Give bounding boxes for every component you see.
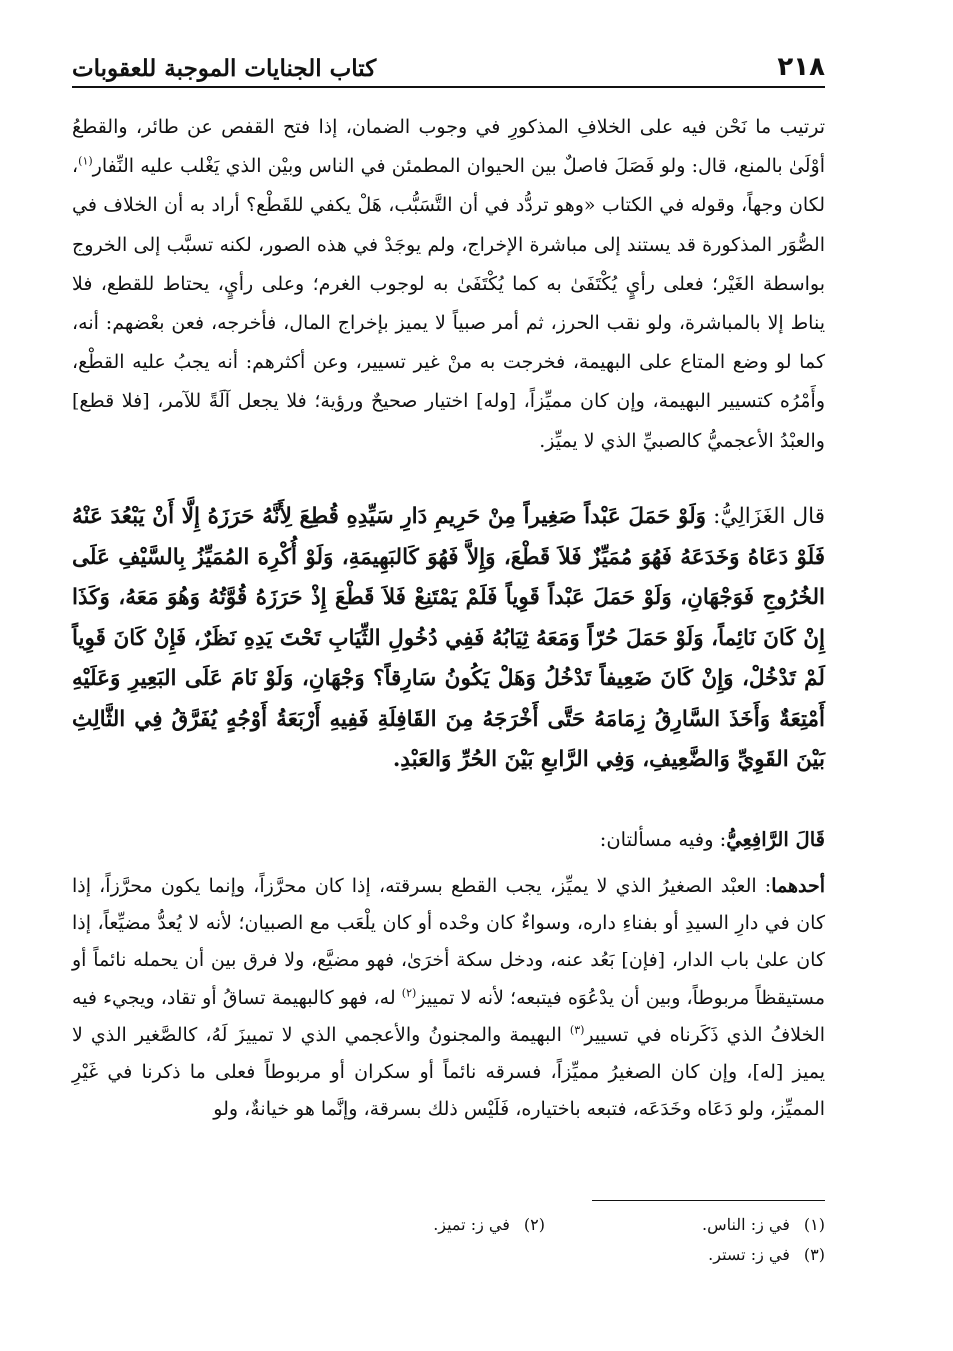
footnotes xyxy=(72,1210,825,1270)
footnote-row xyxy=(72,1240,825,1270)
page-number: ٢١٨ xyxy=(777,52,825,82)
paragraph-1-text-b: ، لكان وجهاً، وقوله في الكتاب «وهو تردُّد في أن التَّسَبُّب، هَلْ يكفي للقَطْع؟ أراد به أن الخلاف في الصُّوَر المذكورة قد يستند إلى مباشرة الإخراج، ولم يوجَدْ في هذه الصور، لكنه تسبَّب إلى الخروج بواسطة الغَيْر؛ فعلى رأيٍ يُكْتَفَىٰ به كما يُكْتَفَىٰ به لوجوب الغرم؛ وعلى رأيٍ، يحتاط للقطع، فلا يناط إلا بالمباشرة، ولو نقب الحرز، ثم أمر صبياً لا يميز بإخراج المال، فأخرجه، فعن بعْضهم: أنه، كما لو وضع المتاع على البهيمة، فخرجت به منْ غير تسيير، وعن أكثرهم: أنه يجبُ عليه القطْع، وأَمْرُه كتسيير البهيمة، وإن كان مميِّزاً، [وله] اختيار صحيحٌ ورؤية؛ فلا يجعل آلَةً للآمر، [فلا قطع] والعبْدُ الأعجميُّ كالصبيِّ الذي لا يميِّز. xyxy=(72,155,825,452)
footnote-1-number: (١) xyxy=(803,1215,825,1234)
paragraph-1-text-a: ترتيب ما نَحْن فيه على الخلافِ المذكورِ في وجوب الضمان، إذا فتح القفص عن طائر، والقطعُ أوْلَىٰ بالمنع، قال: ولو فَصَلَ فاصلٌ بين الحيوان المطمئن في الناس وبيْن الذي يَغْلب عليه النِّفار xyxy=(72,116,825,178)
ghazali-text: وَلَوْ حَمَلَ عَبْداً صَغِيراً مِنْ حَرِيمِ دَارِ سَيِّدِهِ قُطِعَ لِأَنَّهُ حَرَزَهُ إِلَّا أَنْ يَبْعُدَ عَنْهُ فَلَوْ دَعَاهُ وَخَدَعَهُ فَهُوَ مُمَيِّزٌ فَلاَ قَطْعَ، وَإِلاَّ فَهُوَ كَالبَهِيمَةِ، وَلَوْ أُكْرِهَ المُمَيِّزُ بِالسَّيْفِ عَلَى الخُرُوجِ فَوَجْهَانِ، وَلَوْ حَمَلَ عَبْداً قَوِياً فَلَمْ يَمْتَنِعْ فَلاَ قَطْعَ إِذْ حَرَزَهُ قُوَّتُهُ وَهُوَ مَعَهُ، وَكَذَا إِنْ كَانَ نَائِماً، وَلَوْ حَمَلَ حُرّاً وَمَعَهُ ثِيَابُهُ فَفِي دُخُولِ الثِّيَابِ تَحْتَ يَدِهِ نَظَرٌ، فَإِنْ كَانَ قَوِياً لَمْ تَدْخُلْ، وَإِنْ كَانَ ضَعِيفاً تَدْخُلُ وَهَلْ يَكُونُ سَارِقاً؟ وَجْهَانِ، وَلَوْ نَامَ عَلَى البَعِيرِ وَعَلَيْهِ أَمْتِعَةٌ وَأَخَذَ السَّارِقُ زِمَامَهُ حَتَّى أَخْرَجَهُ مِنَ القَافِلَةِ فَفِيهِ أَرْبَعَةُ أَوْجُهٍ يُفَرَّقُ فِي الثَّالِثِ بَيْنَ القَوِيِّ وَالضَّعِيفِ، وَفِي الرَّابعِ بَيْنَ الحُرِّ وَالعَبْدِ. xyxy=(72,504,825,772)
paragraph-4-lead: أحدهما xyxy=(771,875,825,897)
footnote-1-text: في ز: الناس. xyxy=(701,1215,790,1234)
book-title: كتاب الجنايات الموجبة للعقوبات xyxy=(72,55,377,82)
footnote-1 xyxy=(545,1210,825,1240)
page-header xyxy=(72,42,825,88)
footnote-row xyxy=(72,1210,825,1240)
footnote-2-text: في ز: تميز. xyxy=(433,1215,510,1234)
footnote-3-text: في ز: تستر. xyxy=(708,1245,790,1264)
rafii-lead: قَالَ الرَّافِعِيُّ xyxy=(726,828,825,851)
rafii-heading xyxy=(72,822,825,858)
ghazali-lead: قال الغَزَالِيُّ: xyxy=(706,504,825,529)
footnote-3-number: (٣) xyxy=(803,1245,825,1264)
matn-paragraph-ghazali xyxy=(72,497,825,781)
paragraph-4-text-b: له، فهو كالبهيمة تساقُ أو تقاد، ويجيء فيه الخلافُ الذي ذَكَرناه في تسيير xyxy=(72,986,825,1046)
footnote-divider xyxy=(592,1200,825,1201)
footnote-3 xyxy=(545,1240,825,1270)
footnote-ref-2: (٢) xyxy=(401,986,417,1000)
footnote-ref-3: (٣) xyxy=(569,1023,585,1037)
commentary-paragraph-1 xyxy=(72,108,825,461)
footnote-2 xyxy=(265,1210,545,1240)
paragraph-4-text-c: البهيمة والمجنونُ والأعجمي الذي لا تمييزَ لَهُ، كالصَّغير الذي لا يميز [له]، وإن كان الصغيرُ مميِّزاً، فسرقه نائماً أو سكران أو مربوطاً فعلى ما ذكرنا في غَيْرِ المميِّز، ولو دَعَاه وخَدَعَه، فتبعه باختياره، فَلَيْس ذلك بسرقة، وإنَّما هو خيانةٌ، ولو xyxy=(72,1023,825,1121)
footnote-2-number: (٢) xyxy=(523,1215,545,1234)
footnote-ref-1: (١) xyxy=(78,154,93,168)
commentary-paragraph-2 xyxy=(72,868,825,1128)
rafii-text: : وفيه مسألتان: xyxy=(599,828,727,851)
paragraph-4-text-a: : العبْد الصغيرُ الذي لا يميِّز، يجب القطع بسرقته، إذا كان محرَّزاً، وإنما يكون محرَّزاً، إذا كان في دارِ السيدِ أو بفناءِ داره، وسواءٌ كان وحْده أو كان يلْعَب مع الصبيان؛ لأنه لا يُعدُّ مضيِّعاً، إذا كان علىٰ باب الدار، [فإن] بَعُد عنه، ودخل سكة أخرَىٰ، فهو مضيَّع، ولا فرق بين أن يحمله نائماً أو مستيقظاً مربوطاً، وبين أن يدْعُوَه فيتبعه؛ لأنه لا تمييز xyxy=(72,875,826,1009)
